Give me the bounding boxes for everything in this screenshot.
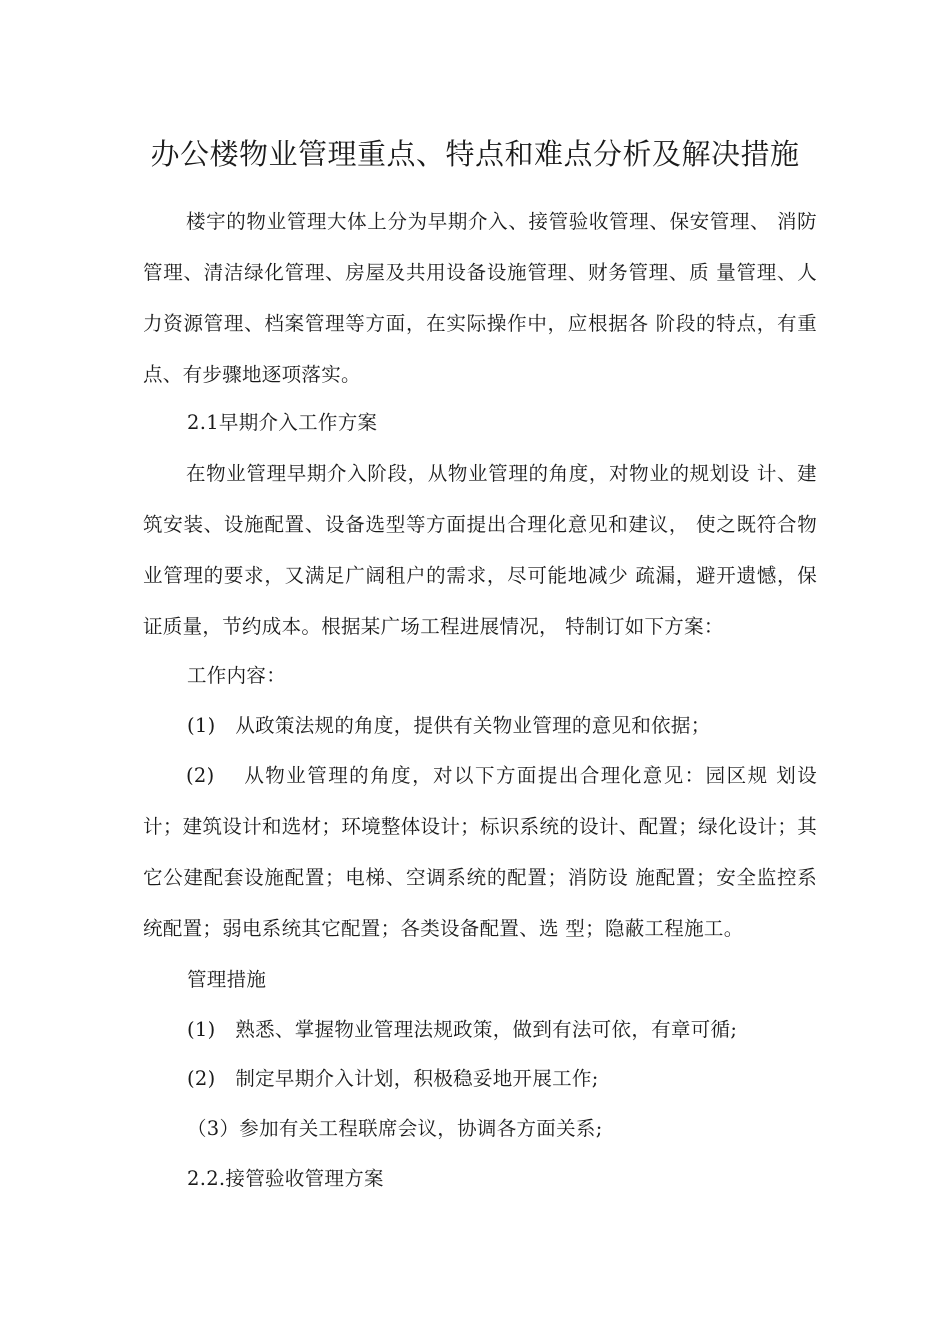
section-heading-2-2: 2.2.接管验收管理方案 [187, 1167, 384, 1190]
document-title: 办公楼物业管理重点、特点和难点分析及解决措施 [150, 137, 800, 171]
measure-item-2: (2) 制定早期介入计划，积极稳妥地开展工作; [187, 1067, 599, 1090]
section-heading-2-1: 2.1早期介入工作方案 [187, 411, 378, 434]
work-content-label: 工作内容： [187, 664, 287, 687]
measure-item-3: （3）参加有关工程联席会议，协调各方面关系; [187, 1117, 603, 1140]
work-item-1: (1) 从政策法规的角度，提供有关物业管理的意见和依据； [187, 714, 711, 737]
section-2-1-paragraph: 在物业管理早期介入阶段，从物业管理的角度，对物业的规划设 计、建筑安装、设施配置、设备选型等方面提出合理化意见和建议， 使之既符合物业管理的要求，又满足广阔租户的需求，尽可能地减少 疏漏，避开遗憾，保证质量，节约成本。根据某广场工程进展情况， 特制订如下方案： [143, 462, 817, 638]
intro-paragraph: 楼宇的物业管理大体上分为早期介入、接管验收管理、保安管理、 消防管理、清洁绿化管理、房屋及共用设备设施管理、财务管理、质 量管理、人力资源管理、档案管理等方面，在实际操作中，应根据各 阶段的特点，有重点、有步骤地逐项落实。 [143, 210, 817, 386]
work-item-2: (2) 从物业管理的角度，对以下方面提出合理化意见：园区规 划设计；建筑设计和选材；环境整体设计；标识系统的设计、配置；绿化设计；其它公建配套设施配置；电梯、空调系统的配置；消防设 施配置；安全监控系统配置；弱电系统其它配置；各类设备配置、选 型；隐蔽工程施工。 [143, 764, 817, 940]
measures-label: 管理措施 [187, 968, 267, 991]
measure-item-1: (1) 熟悉、掌握物业管理法规政策，做到有法可依，有章可循; [187, 1018, 738, 1041]
